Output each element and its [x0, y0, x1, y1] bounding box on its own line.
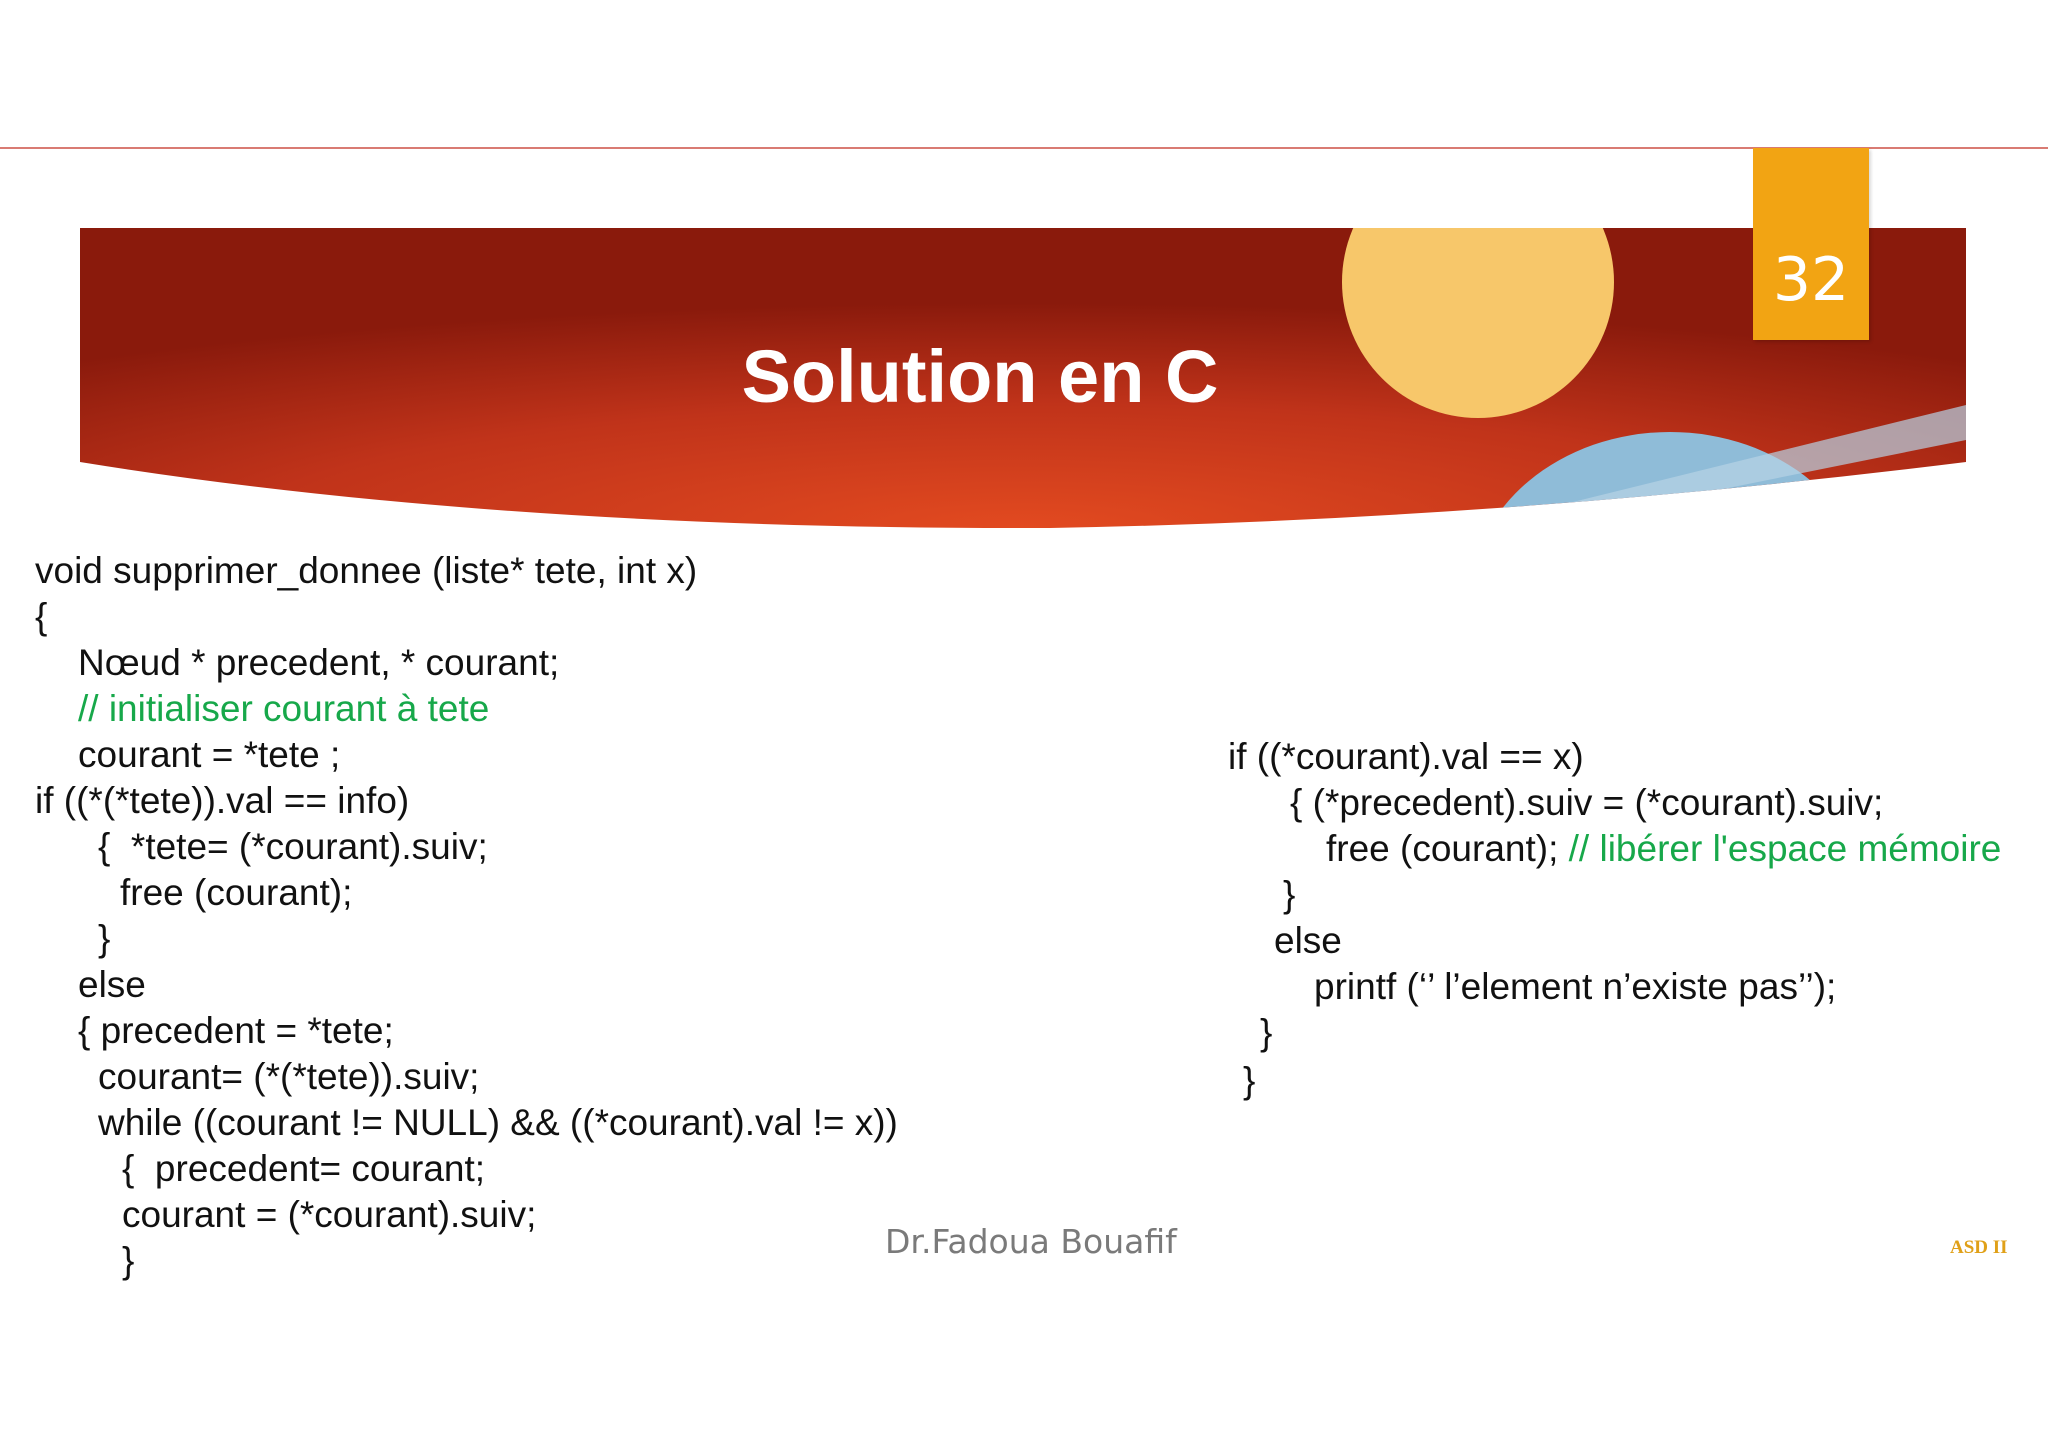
code-comment: // libérer l'espace mémoire [1568, 828, 2002, 869]
code-line: { *tete= (*courant).suiv; [98, 826, 488, 867]
code-line: } [1283, 874, 1296, 915]
code-line: free (courant); [120, 872, 353, 913]
code-line: } [98, 918, 111, 959]
code-line: courant = (*courant).suiv; [122, 1194, 537, 1235]
code-line: courant= (*(*tete)).suiv; [98, 1056, 480, 1097]
footer-course-label: ASD II [1950, 1237, 2008, 1258]
code-line: { (*precedent).suiv = (*courant).suiv; [1290, 782, 1884, 823]
code-line: else [78, 964, 146, 1005]
code-line: } [1260, 1012, 1273, 1053]
code-line: if ((*courant).val == x) [1228, 736, 1584, 777]
code-line: void supprimer_donnee (liste* tete, int x) [35, 550, 698, 591]
code-line: else [1274, 920, 1342, 961]
code-line: while ((courant != NULL) && ((*courant).val != x)) [98, 1102, 898, 1143]
code-comment: // initialiser courant à tete [78, 688, 490, 729]
code-text: free (courant); [1326, 828, 1569, 869]
code-line: printf (‘’ l’element n’existe pas’’); [1314, 966, 1837, 1007]
page-number: 32 [1772, 245, 1850, 315]
code-line: { [35, 596, 48, 637]
footer-author: Dr.Fadoua Bouafif [885, 1222, 1177, 1261]
code-line: { precedent = *tete; [78, 1010, 394, 1051]
code-line [1326, 827, 2001, 871]
slide-title: Solution en C [741, 335, 1219, 418]
code-line: } [1243, 1060, 1256, 1101]
code-line: courant = *tete ; [78, 734, 341, 775]
title-banner [0, 0, 2048, 560]
code-line: { precedent= courant; [122, 1148, 486, 1189]
code-line: Nœud * precedent, * courant; [78, 642, 560, 683]
code-line: } [122, 1240, 135, 1281]
code-line: if ((*(*tete)).val == info) [35, 780, 410, 821]
